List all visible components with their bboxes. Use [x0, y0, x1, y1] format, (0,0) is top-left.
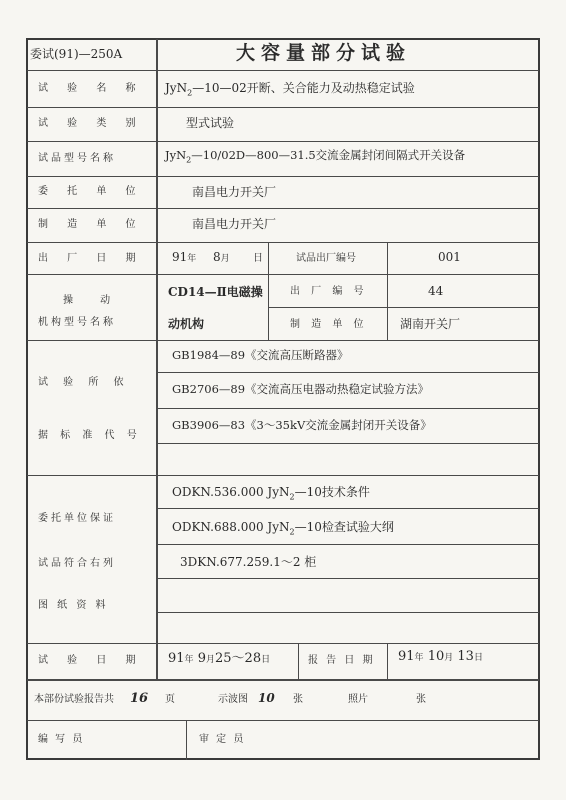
row-divider	[27, 475, 539, 476]
label-manufacturer: 制 造 单 位	[38, 219, 136, 230]
column-divider	[387, 242, 388, 340]
value-test-name: JyN$_2$—10—02开断、关合能力及动热稳定试验	[165, 81, 415, 98]
label-factory-day-unit: 日	[253, 253, 263, 264]
guarantee-item-1: ODKN.536.000 JyN$_2$—10技术条件	[172, 485, 370, 502]
row-divider	[156, 578, 539, 579]
label-guarantee-1: 委托单位保证	[38, 513, 116, 524]
value-test-type: 型式试验	[186, 116, 235, 130]
value-manufacturer: 南昌电力开关厂	[192, 217, 277, 231]
row-divider	[156, 544, 539, 545]
column-divider	[268, 242, 269, 340]
label-maker: 制 造 单 位	[290, 319, 364, 330]
column-divider	[298, 643, 299, 679]
row-divider	[27, 208, 539, 209]
label-writer: 编 写 员	[38, 734, 83, 745]
value-mechanism-2: 动机构	[168, 317, 205, 331]
label-report-date: 报 告 日 期	[308, 655, 373, 666]
label-oscillograms: 示波图	[218, 694, 248, 705]
label-guarantee-2: 试品符合右列	[38, 558, 116, 569]
row-divider	[27, 70, 539, 71]
value-serial: 001	[438, 250, 461, 264]
label-pages-unit: 页	[165, 694, 175, 705]
row-divider	[27, 176, 539, 177]
row-divider	[27, 141, 539, 142]
row-divider	[27, 679, 539, 681]
guarantee-item-2: ODKN.688.000 JyN$_2$—10检查试验大纲	[172, 520, 394, 537]
row-divider	[27, 340, 539, 341]
label-photo-unit: 张	[416, 694, 426, 705]
label-guarantee-3: 图 纸 资 料	[38, 600, 106, 611]
row-divider	[156, 612, 539, 613]
label-factory-no: 出 厂 编 号	[290, 286, 364, 297]
row-divider	[27, 107, 539, 108]
label-mechanism-2: 机构型号名称	[38, 317, 116, 328]
row-divider	[27, 643, 539, 644]
label-model-name: 试品型号名称	[38, 153, 116, 164]
column-divider	[186, 720, 187, 760]
label-osc-unit: 张	[293, 694, 303, 705]
standard-item: GB2706—89《交流高压电器动热稳定试验方法》	[172, 382, 430, 396]
value-report-date: 91年 10月 13日	[398, 649, 483, 664]
column-divider	[156, 39, 158, 680]
row-divider	[27, 720, 539, 721]
row-divider	[156, 508, 539, 509]
value-maker: 湖南开关厂	[400, 317, 461, 331]
value-factory-year: 91年	[172, 250, 197, 264]
column-divider	[387, 643, 388, 679]
label-serial: 试品出厂编号	[296, 253, 356, 264]
row-divider	[268, 307, 539, 308]
value-model-name: JyN$_2$—10/02D—800—31.5交流金属封闭间隔式开关设备	[165, 148, 466, 165]
standard-item: GB3906—83《3～35kV交流金属封闭开关设备》	[172, 418, 432, 432]
standard-item: GB1984—89《交流高压断路器》	[172, 348, 349, 362]
row-divider	[27, 274, 539, 275]
row-divider	[156, 372, 539, 373]
label-standards-1: 试 验 所 依	[38, 377, 124, 388]
label-test-name: 试 验 名 称	[38, 83, 136, 94]
label-photos: 照片	[348, 694, 368, 705]
value-oscillograms: 10	[258, 691, 275, 705]
label-test-type: 试 验 类 别	[38, 118, 136, 129]
value-factory-no: 44	[428, 284, 444, 298]
label-standards-2: 据 标 准 代 号	[38, 430, 137, 441]
value-factory-month: 8月	[213, 250, 230, 264]
row-divider	[27, 242, 539, 243]
label-test-date: 试 验 日 期	[38, 655, 136, 666]
value-client: 南昌电力开关厂	[192, 185, 277, 199]
label-mechanism-1: 操 动	[63, 295, 111, 306]
label-pages-prefix: 本部份试验报告共	[34, 694, 114, 705]
label-approver: 审 定 员	[199, 734, 244, 745]
label-client: 委 托 单 位	[38, 186, 136, 197]
value-mechanism-1: CD14—Ⅱ电磁操	[168, 285, 263, 299]
value-test-date: 91年 9月25～28日	[168, 651, 271, 666]
row-divider	[156, 443, 539, 444]
row-divider	[156, 408, 539, 409]
value-pages: 16	[130, 691, 149, 706]
label-factory-date: 出 厂 日 期	[38, 253, 136, 264]
guarantee-item-3: 3DKN.677.259.1～2 柜	[180, 555, 317, 569]
report-code: 委试(91)—250A	[30, 47, 123, 61]
page-title: 大容量部分试验	[236, 42, 412, 64]
